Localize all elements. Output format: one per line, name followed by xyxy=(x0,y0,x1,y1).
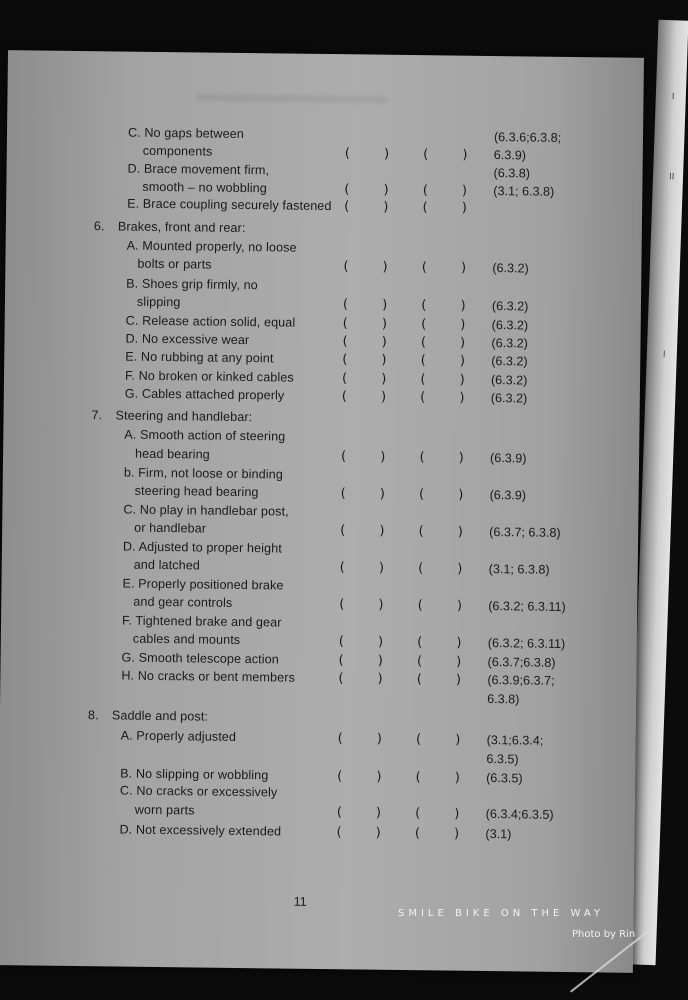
section-reference: (3.1; 6.3.8) xyxy=(493,184,555,199)
edge-mark: I xyxy=(662,350,666,361)
page-number: 11 xyxy=(293,894,307,909)
checklist-item: F. Tightened brake and gear xyxy=(121,613,282,630)
section-heading: Saddle and post: xyxy=(111,708,209,724)
checkbox-parens: ( ) ( ) xyxy=(344,146,483,163)
checklist-item: cables and mounts xyxy=(132,631,241,647)
section-reference: (6.3.9) xyxy=(489,488,527,503)
section-reference: (6.3.2) xyxy=(491,354,528,369)
section-reference: (3.1) xyxy=(485,827,512,842)
section-heading: Steering and handlebar: xyxy=(115,408,253,425)
checkbox-parens: ( ) ( ) xyxy=(342,334,481,351)
checkbox-parens: ( ) ( ) xyxy=(337,731,476,748)
section-reference: (6.3.8) xyxy=(493,166,531,181)
section-reference: (6.3.2) xyxy=(492,261,529,276)
checkbox-parens: ( ) ( ) xyxy=(340,449,479,466)
document-page xyxy=(0,50,644,973)
checklist-item: bolts or parts xyxy=(137,256,212,272)
checklist-item: head bearing xyxy=(135,446,210,462)
checkbox-parens: ( ) ( ) xyxy=(338,671,477,688)
section-reference: (6.3.2; 6.3.11) xyxy=(487,636,566,651)
checklist-item: slipping xyxy=(136,294,181,310)
checklist-item: C. No cracks or excessively xyxy=(119,783,278,800)
checkbox-parens: ( ) ( ) xyxy=(340,523,478,540)
checklist-item: steering head bearing xyxy=(134,483,259,500)
checkbox-parens: ( ) ( ) xyxy=(337,769,475,786)
checkbox-parens: ( ) ( ) xyxy=(343,259,482,276)
section-reference: (3.1; 6.3.8) xyxy=(488,562,550,577)
checkbox-parens: ( ) ( ) xyxy=(342,297,481,314)
checklist-item: H. No cracks or bent members xyxy=(121,668,296,685)
checkbox-parens: ( ) ( ) xyxy=(344,199,482,216)
checkbox-parens: ( ) ( ) xyxy=(338,653,477,670)
checklist-item: C. No play in handlebar post, xyxy=(123,502,289,519)
section-reference: 6.3.9) xyxy=(493,148,527,163)
edge-mark: I xyxy=(671,92,675,103)
checkbox-parens: ( ) ( ) xyxy=(341,389,480,406)
section-reference: (6.3.9) xyxy=(489,451,527,466)
section-reference: (6.3.2) xyxy=(491,336,528,351)
checklist-item: D. Brace movement firm, xyxy=(127,161,270,178)
checklist-item: and gear controls xyxy=(133,594,233,610)
checklist-item: D. Adjusted to proper height xyxy=(122,539,282,556)
checklist-item: C. Release action solid, equal xyxy=(125,313,296,330)
section-reference: 6.3.8) xyxy=(487,692,520,707)
checkbox-parens: ( ) ( ) xyxy=(338,634,477,651)
checklist-item: E. Properly positioned brake xyxy=(122,576,284,593)
section-reference: (6.3.2; 6.3.11) xyxy=(488,599,566,614)
checklist-item: b. Firm, not loose or binding xyxy=(123,465,283,482)
section-reference: (3.1;6.3.4; xyxy=(486,733,544,748)
checkbox-parens: ( ) ( ) xyxy=(336,805,475,822)
watermark-title: SMILE BIKE ON THE WAY xyxy=(398,908,605,919)
section-reference: (6.3.9;6.3.7; xyxy=(487,673,555,688)
section-reference: (6.3.5) xyxy=(486,771,523,786)
checklist-item: E. Brace coupling securely fastened xyxy=(127,196,332,214)
section-reference: (6.3.4;6.3.5) xyxy=(485,807,554,822)
checklist-item: worn parts xyxy=(134,802,195,818)
section-reference: (6.3.2) xyxy=(490,373,528,388)
checkbox-parens: ( ) ( ) xyxy=(339,560,478,577)
checkbox-parens: ( ) ( ) xyxy=(342,316,481,333)
section-reference: (6.3.2) xyxy=(491,299,529,314)
edge-mark: II xyxy=(668,172,675,183)
checklist-item: D. Not excessively extended xyxy=(119,822,282,839)
section-reference: (6.3.7; 6.3.8) xyxy=(489,525,561,540)
checkbox-parens: ( ) ( ) xyxy=(340,486,479,503)
checklist-item: A. Properly adjusted xyxy=(120,728,237,744)
section-reference: (6.3.2) xyxy=(491,318,529,333)
checkbox-parens: ( ) ( ) xyxy=(341,371,480,388)
section-number: 7. xyxy=(91,408,103,423)
section-number: 6. xyxy=(93,219,105,234)
checkbox-parens: ( ) ( ) xyxy=(342,352,481,369)
checklist-item: B. No slipping or wobbling xyxy=(120,766,269,783)
faded-heading xyxy=(197,94,387,102)
checklist-item: G. Smooth telescope action xyxy=(121,650,279,667)
checklist xyxy=(8,50,644,842)
section-reference: (6.3.6;6.3.8; xyxy=(493,130,562,145)
section-reference: 6.3.5) xyxy=(486,752,519,767)
checklist-item: D. No excessive wear xyxy=(125,331,250,348)
checkbox-parens: ( ) ( ) xyxy=(339,597,478,614)
checklist-item: components xyxy=(142,143,213,159)
checklist-item: G. Cables attached properly xyxy=(124,386,285,403)
checklist-item: B. Shoes grip firmly, no xyxy=(126,276,258,293)
checklist-item: E. No rubbing at any point xyxy=(125,349,274,366)
section-number: 8. xyxy=(87,708,99,723)
checkbox-parens: ( ) ( ) xyxy=(336,825,475,842)
checklist-item: and latched xyxy=(133,557,201,573)
checklist-item: or handlebar xyxy=(134,520,207,536)
watermark-credit: Photo by Rin xyxy=(572,929,636,940)
section-reference: (6.3.7;6.3.8) xyxy=(487,655,556,670)
checkbox-parens: ( ) ( ) xyxy=(344,182,483,199)
section-heading: Brakes, front and rear: xyxy=(117,219,246,236)
checklist-item: F. No broken or kinked cables xyxy=(124,368,294,385)
checklist-item: C. No gaps between xyxy=(127,125,245,142)
section-reference: (6.3.2) xyxy=(490,391,528,406)
checklist-item: A. Mounted properly, no loose xyxy=(126,238,297,255)
checklist-item: A. Smooth action of steering xyxy=(124,427,286,444)
checklist-item: smooth – no wobbling xyxy=(142,179,267,196)
